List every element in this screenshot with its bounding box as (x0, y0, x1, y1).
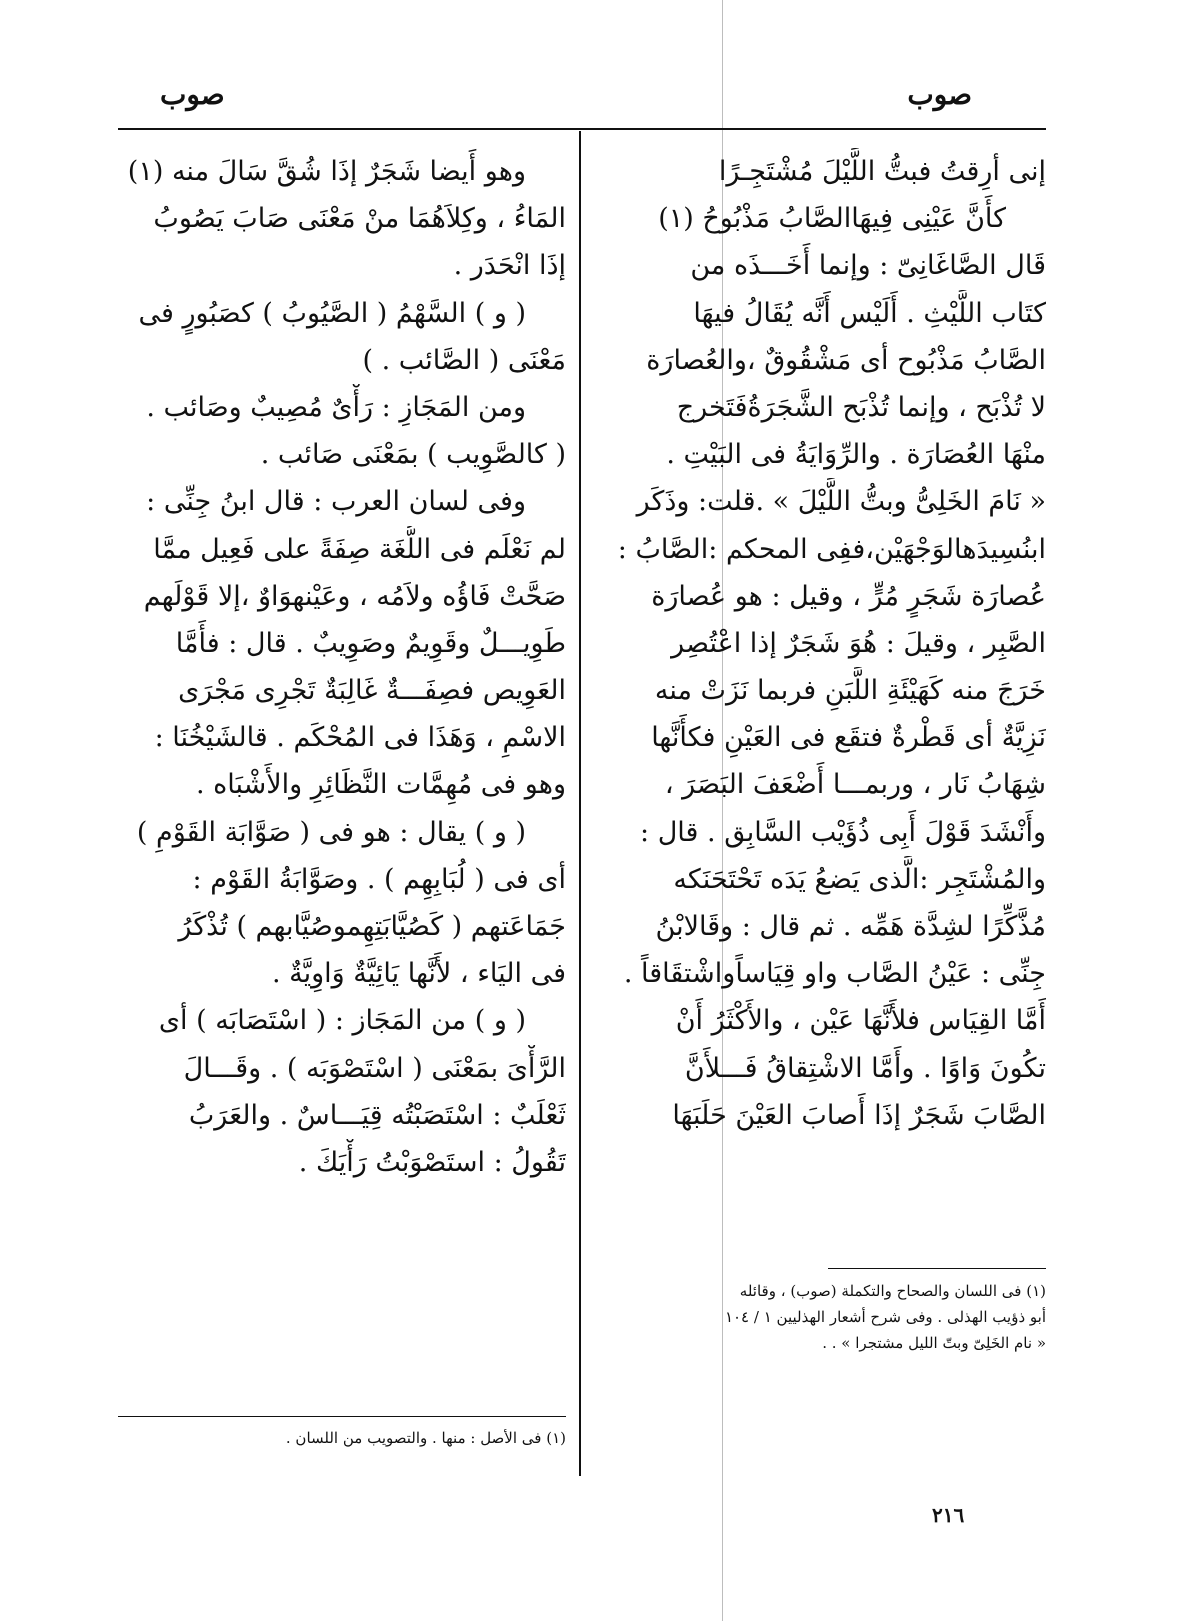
footnote-line: أبو ذؤيب الهذلى . وفى شرح أشعار الهذليين ١ / ١٠٤ (724, 1308, 1046, 1326)
text-line: إنى أرِقتُ فبتُّ اللَّيْلَ مُشْتَجِـرًا (718, 156, 1046, 187)
text-line: وهو فى مُهِمَّات النَّظَائِرِ والأَشْبَاه . (195, 769, 566, 801)
column-divider (579, 131, 581, 1476)
header-left-word: صوب (160, 78, 225, 111)
text-line: مَعْنَى ( الصَّائب . ) (362, 344, 566, 376)
text-line: مُذَّكِّرًا لشِدَّة هَمِّه . ثم قال : وقَالابْنُ (655, 911, 1046, 942)
text-line: جِنِّى : عَيْنُ الصَّاب واو قِيَاساًواشْتقَاقاً . (623, 958, 1046, 990)
text-line: « نَامَ الخَلِىُّ وبتُّ اللَّيْلَ » .قلت: وذَكَر (636, 486, 1046, 518)
text-line: العَوِيص فصِفَـــةٌ غَالِبَةٌ تَجْرِى مَجْرَى (178, 675, 566, 707)
text-line: جَمَاعَتهم ( كَصُيَّابَتِهِموصُيَّابهم ) تُذْكَرُ (178, 911, 566, 942)
text-line: ومن المَجَازِ : رَأْىٌ مُصِيبٌ وصَائب . (146, 391, 526, 423)
text-line: الرَّأْىَ بمَعْنَى ( اسْتَصْوَبَه ) . وقَـــالَ (183, 1052, 566, 1084)
footnote-line: (١) فى اللسان والصحاح والتكملة (صوب) ، وقائله (739, 1282, 1046, 1300)
text-line: منْهَا العُصَارَة . والرِّوَايَةُ فى البَيْتِ . (666, 439, 1046, 471)
text-line: كتَاب اللَّيْثِ . أَلَيْس أَنَّه يُقَالُ فيهَا (693, 297, 1046, 329)
text-line: ثَعْلَبٌ : اسْتَصَبْتُه قِيَـــاسٌ . والعَرَبُ (188, 1099, 566, 1131)
text-line: خَرَجَ منه كَهَيْئَةِ اللَّبَنِ فربما نَزَتْ منه (654, 675, 1046, 707)
text-line: فى اليَاء ، لأَنَّها يَائِيَّةٌ وَاوِيَّةٌ . (271, 958, 566, 990)
text-line: نَزِيَّةٌ أى قَطْرةٌ فتقَع فى العَيْنِ فكأَنَّها (651, 722, 1046, 754)
header-right-word: صوب (907, 78, 972, 111)
text-line: إذَا انْحَدَر . (453, 250, 566, 282)
footnote-rule-right (828, 1268, 1046, 1269)
text-line: تكُونَ وَاوًا . وأَمَّا الاشْتِقاقُ فَـــلأَنَّ (684, 1052, 1046, 1084)
footnote-line: « نام الخَلِىّ وبتّ الليل مشتجرا » . . (822, 1334, 1046, 1352)
text-line: ( و ) يقال : هو فى ( صَوَّابَة القَوْمِ ) (136, 816, 526, 848)
text-line: ( و ) من المَجَاز : ( اسْتَصَابَه ) أى (158, 1005, 526, 1037)
text-line: وفى لسان العرب : قال ابنُ جِنِّى : (146, 486, 526, 518)
left-column (118, 148, 566, 1186)
text-line: والمُشْتَجِر :الَّذى يَضعُ يَدَه تَحْتَحَنَكه (673, 863, 1046, 895)
text-line: المَاءُ ، وكِلاَهُمَا منْ مَعْنَى صَابَ يَصُوبُ (153, 203, 566, 235)
text-line: وأَنْشَدَ قَوْلَ أَبِى ذُؤَيْب السَّابِق . قال : (640, 816, 1046, 848)
text-line: أَمَّا القِيَاس فلأَنَّهَا عَيْن ، والأَكْثَرُ أَنْ (675, 1005, 1046, 1037)
text-line: صَحَّتْ فَاؤُه ولاَمُه ، وعَيْنهوَاوٌ ،إلا قَوْلَهم (143, 580, 566, 612)
right-column (590, 148, 1046, 1139)
text-line: ابنُسِيدَهالوَجْهَيْن،ففِى المحكم :الصَّابُ : (617, 533, 1046, 565)
text-line: ( كالصَّوِيب ) بمَعْنَى صَائب . (260, 439, 566, 471)
text-line: أى فى ( لُبَابِهِم ) . وصَوَّابَةُ القَوْم : (192, 863, 566, 895)
text-line: ( و ) السَّهْمُ ( الصَّيُوبُ ) كصَبُورٍ فى (138, 297, 526, 329)
footnote-right (590, 1278, 1046, 1356)
text-line: قَال الصَّاغَانِىّ : وإنما أَخَـــذَه من (690, 250, 1046, 282)
text-line: الصَّابُ مَذْبُوح أى مَشْقُوقٌ ،والعُصارَة (646, 344, 1046, 376)
text-line: تَقُولُ : استَصْوَبْتُ رَأْيَكَ . (298, 1146, 566, 1178)
text-line: الصَّبِر ، وقيلَ : هُوَ شَجَرٌ إذا اعْتُصِر (671, 627, 1046, 659)
text-line: كأَنَّ عَيْنِى فِيهَاالصَّابُ مَذْبُوحُ (١) (658, 203, 1006, 235)
footnote-left: (١) فى الأصل : منها . والتصويب من اللسان . (285, 1429, 566, 1447)
text-line: الصَّابَ شَجَرٌ إذَا أَصابَ العَيْنَ حَلَبَهَا (672, 1099, 1046, 1131)
text-line: طَوِيـــلٌ وقَوِيمٌ وصَوِيبٌ . قال : فأَمَّا (175, 627, 566, 659)
header-rule (118, 128, 1046, 130)
page-number: ٢١٦ (932, 1503, 965, 1527)
text-line: عُصارَة شَجَرٍ مُرٍّ ، وقيل : هو عُصارَة (651, 580, 1046, 612)
footnote-rule-left (118, 1416, 566, 1417)
text-line: لا تُذْبَح ، وإنما تُذْبَح الشَّجَرَةُفَتَخرج (676, 391, 1046, 423)
text-line: لم نَعْلَم فى اللُّغَة صِفَةً على فَعِيل ممَّا (153, 533, 566, 565)
text-line: وهو أَيضا شَجَرٌ إذَا شُقَّ سَالَ منه (١) (127, 156, 526, 187)
text-line: شِهَابُ نَار ، وربمـــا أَضْعَفَ البَصَرَ ، (664, 769, 1046, 801)
text-line: الاسْمِ ، وَهَذَا فى المُحْكَم . قالشَيْخُنَا : (154, 722, 566, 754)
